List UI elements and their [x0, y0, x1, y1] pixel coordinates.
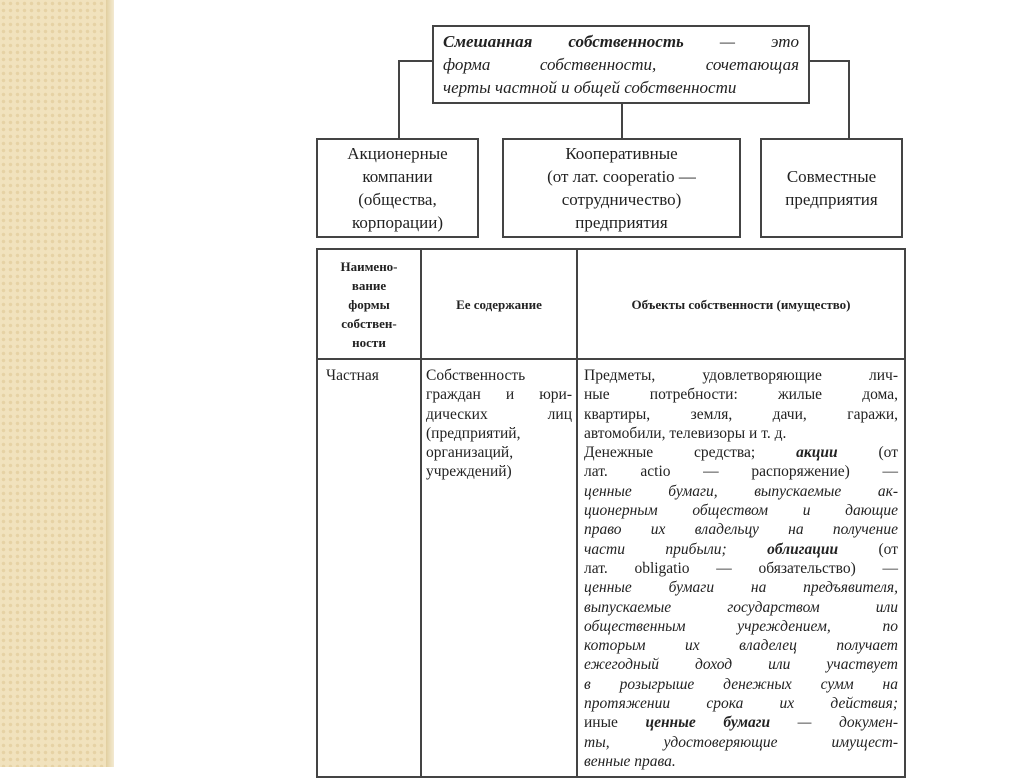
definition-line: Смешанная собственность — это [443, 32, 799, 51]
objects-line [584, 366, 898, 385]
objects-text: акции [796, 444, 838, 462]
content-line: учреждений) [426, 463, 512, 481]
header-form-name [318, 250, 420, 358]
definition-line: черты частной и общей собственности [443, 78, 737, 97]
connector [398, 60, 400, 139]
objects-text: в розыгрыше денежных сумм на [584, 675, 898, 693]
form-name: Частная [326, 367, 379, 384]
objects-text: ные потребности: жилые дома, [584, 386, 898, 404]
mixed-ownership-definition [432, 25, 810, 104]
connector [621, 102, 623, 139]
objects-text: ционерным обществом и дающие [584, 502, 898, 520]
objects-line [584, 733, 898, 752]
objects-line [584, 752, 898, 771]
objects-text: — докумен- [770, 714, 898, 732]
objects-line [584, 617, 898, 636]
box-line: предприятия [785, 190, 878, 209]
objects-text: протяжении срока их действия; [584, 695, 898, 713]
header-line: ности [352, 334, 386, 350]
decorative-background-strip [0, 0, 106, 767]
content-line: дических лиц [426, 405, 572, 423]
connector [398, 60, 434, 62]
box-line: Акционерные [347, 144, 448, 163]
strip-edge [106, 0, 114, 767]
box-line: (от лат. cooperatio — [547, 167, 696, 186]
objects-line [584, 385, 898, 404]
header-objects [578, 250, 904, 358]
objects-text: части прибыли; [584, 540, 768, 558]
joint-stock-companies-box [316, 138, 479, 238]
objects-line [584, 713, 898, 732]
objects-line [584, 694, 898, 713]
objects-text: лат. obligatio — обязательство) — [584, 559, 898, 577]
objects-text: Предметы, удовлетворяющие лич- [584, 367, 898, 384]
objects-text: выпускаемые государством или [584, 598, 898, 616]
objects-text: ежегодный доход или участвует [584, 656, 898, 674]
objects-text: ценные бумаги, выпускаемые ак- [584, 482, 898, 500]
objects-line [584, 540, 898, 559]
connector [848, 60, 850, 139]
objects-text: иные [584, 714, 646, 732]
joint-ventures-box [760, 138, 903, 238]
objects-line [584, 655, 898, 674]
header-line: вание [351, 277, 387, 293]
box-line: сотрудничество) [561, 190, 682, 209]
objects-text: которым их владелец получает [584, 637, 898, 655]
box-line: предприятия [575, 213, 668, 232]
header-line: Наимено- [340, 258, 398, 274]
objects-text: облигации [767, 540, 839, 558]
connector [808, 60, 850, 62]
content-line: граждан и юри- [426, 386, 572, 404]
objects-text: ценные бумаги [645, 714, 771, 732]
objects-line [584, 636, 898, 655]
objects-text: (от [837, 444, 899, 462]
cell-form-name [326, 366, 379, 385]
header-divider [318, 358, 904, 360]
cooperatives-box [502, 138, 741, 238]
objects-line [584, 443, 898, 462]
box-line: Совместные [786, 167, 877, 186]
objects-line [584, 405, 898, 424]
header-content [422, 250, 576, 358]
objects-text: право их владельцу на получение [584, 521, 898, 539]
header-line: Объекты собственности (имущество) [631, 296, 851, 312]
box-line: Кооперативные [565, 144, 678, 163]
objects-line [584, 675, 898, 694]
objects-text: автомобили, телевизоры и т. д. [584, 424, 787, 442]
header-line: Ее содержание [456, 296, 542, 312]
objects-line [584, 578, 898, 597]
objects-text: венные права. [584, 752, 676, 770]
objects-line [584, 501, 898, 520]
objects-text: (от [838, 540, 898, 558]
cell-objects [584, 366, 898, 771]
objects-text: Денежные средства; [584, 444, 797, 462]
header-line: собствен- [341, 315, 397, 331]
content-line: Собственность [426, 367, 526, 384]
objects-line [584, 520, 898, 539]
box-line: корпорации) [352, 213, 443, 232]
definition-line: форма собственности, сочетающая [443, 55, 799, 74]
definition-term: Смешанная собственность [443, 32, 684, 51]
objects-line [584, 482, 898, 501]
objects-text: квартиры, земля, дачи, гаражи, [584, 405, 898, 423]
objects-line [584, 598, 898, 617]
objects-line [584, 559, 898, 578]
objects-line [584, 462, 898, 481]
box-line: (общества, [358, 190, 437, 209]
box-line: компании [362, 167, 433, 186]
objects-text: ты, удостоверяющие имущест- [584, 733, 898, 751]
objects-line [584, 424, 898, 443]
header-line: формы [348, 296, 390, 312]
content-line: организаций, [426, 444, 514, 462]
objects-text: ценные бумаги на предъявителя, [584, 579, 898, 597]
objects-text: лат. actio — распоряжение) — [584, 463, 898, 481]
ownership-table [316, 248, 906, 778]
content-line: (предприятий, [426, 424, 521, 442]
objects-text: общественным учреждением, по [584, 617, 898, 635]
cell-content [426, 366, 572, 482]
